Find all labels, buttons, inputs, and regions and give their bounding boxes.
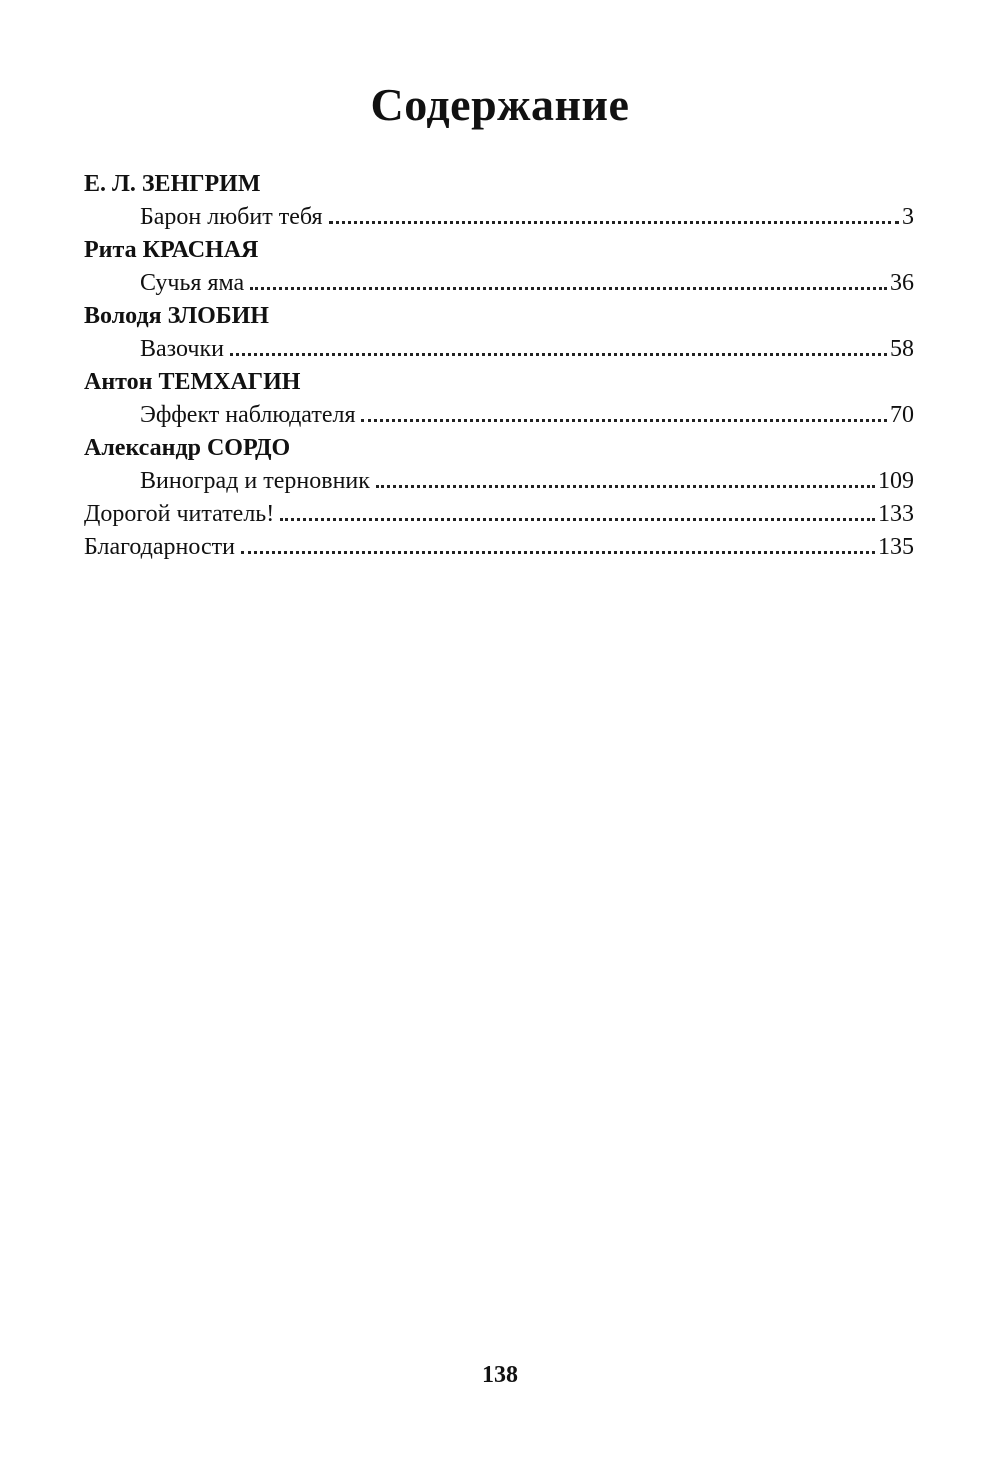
toc-entry-page: 109 xyxy=(878,468,914,494)
toc-author: Володя ЗЛОБИН xyxy=(84,303,269,329)
toc-section xyxy=(84,300,914,366)
table-of-contents xyxy=(84,168,914,564)
toc-entry-title: Благодарности xyxy=(84,534,235,560)
toc-entry-title: Вазочки xyxy=(140,336,224,362)
dot-leader xyxy=(230,352,887,356)
toc-section xyxy=(84,168,914,234)
toc-entry-page: 58 xyxy=(890,336,914,362)
toc-entry-page: 133 xyxy=(878,501,914,527)
toc-author: Рита КРАСНАЯ xyxy=(84,237,259,263)
toc-author: Антон ТЕМХАГИН xyxy=(84,369,301,395)
toc-author: Александр СОРДО xyxy=(84,435,291,461)
page-number: 138 xyxy=(482,1362,518,1388)
toc-entry[interactable] xyxy=(84,267,914,300)
toc-entry-title: Дорогой читатель! xyxy=(84,501,275,527)
toc-author: Е. Л. ЗЕНГРИМ xyxy=(84,171,261,197)
toc-entry-page: 70 xyxy=(890,402,914,428)
toc-entry[interactable] xyxy=(84,399,914,432)
dot-leader xyxy=(250,286,887,290)
toc-entry-title: Сучья яма xyxy=(140,270,245,296)
toc-section xyxy=(84,234,914,300)
toc-entry-page: 135 xyxy=(878,534,914,560)
toc-entry-title: Барон любит тебя xyxy=(140,204,323,230)
toc-entry-reader[interactable] xyxy=(84,498,914,531)
dot-leader xyxy=(376,484,875,488)
dot-leader xyxy=(280,517,875,521)
toc-entry[interactable] xyxy=(84,201,914,234)
toc-entry-title: Эффект наблюдателя xyxy=(140,402,356,428)
toc-entry[interactable] xyxy=(84,333,914,366)
toc-section xyxy=(84,366,914,432)
dot-leader xyxy=(241,550,875,554)
dot-leader xyxy=(329,220,899,224)
dot-leader xyxy=(361,418,887,422)
toc-entry-acknowledgements[interactable] xyxy=(84,531,914,564)
page-title: Содержание xyxy=(370,79,630,130)
toc-section xyxy=(84,432,914,498)
toc-entry[interactable] xyxy=(84,465,914,498)
toc-entry-page: 36 xyxy=(890,270,914,296)
toc-entry-page: 3 xyxy=(902,204,914,230)
toc-entry-title: Виноград и терновник xyxy=(140,468,370,494)
